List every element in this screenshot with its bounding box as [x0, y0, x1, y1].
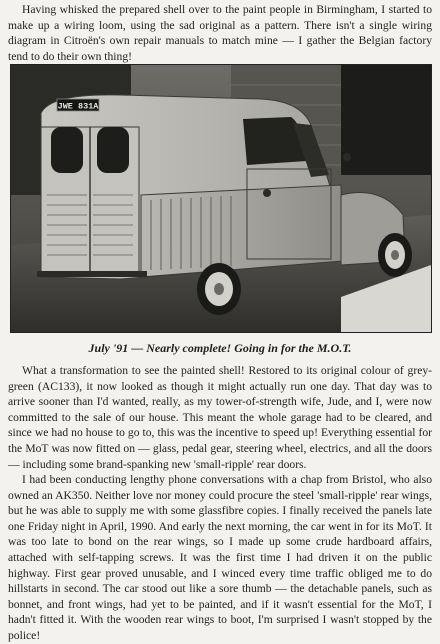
number-plate	[57, 99, 99, 112]
van-photo-illustration	[11, 65, 431, 332]
photo-caption: July '91 — Nearly complete! Going in for the M.O.T.	[88, 341, 352, 355]
body-paragraph-2: What a transformation to see the painted shell! Restored to its original colour of grey-green (AC133), it now looked as though it might actually run one day. That day was to arrive sooner than I'd wanted, really, as my tower-of-strength wife, Jude, and I, were now committed to the sale of our house. This meant the whole garage had to be cleared, and since we had no house to go to, this was the incentive to speed up! Everything essential for the MoT was now fitted on — glass, pedal gear, steering wheel, electrics, and all the doors — including some brand-spanking new 'small-ripple' rear doors.	[8, 364, 432, 471]
body-paragraph-3: I had been conducting lengthy phone conversations with a chap from Bristol, who also owned an AK350. Neither love nor money could procure the steel 'small-ripple' rear wings, but he was able to supply me with some glassfibre copies. I finally received the panels late one Friday night in April, 1990. And early the next morning, the car went in for its MoT. It was too late to bond on the rear wings, so I made up some crude hardboard affairs, attached with self-tapping screws. It was the first time I had driven it on the public highway. First gear proved unusable, and I winced every time traffic obliged me to do hillstarts in second. The car stood out like a sore thumb — the detachable panels, such as bonnet, and front wings, had yet to be painted, and if it wasn't essential for the MoT, I hadn't fitted it. With the wooden rear wings to boot, I'm surprised I wasn't stopped by the police!	[8, 473, 432, 642]
svg-text:JWE 831A: JWE 831A	[57, 101, 99, 112]
intro-paragraph: Having whisked the prepared shell over to the paint people in Birmingham, I started to make up a wiring loom, using the sad original as a pattern. There isn't a single wiring diagram in Citroën's own repair manuals to match mine — I gather the Belgian factory tend to do their own thing!	[8, 3, 432, 63]
van-photo	[10, 64, 432, 333]
